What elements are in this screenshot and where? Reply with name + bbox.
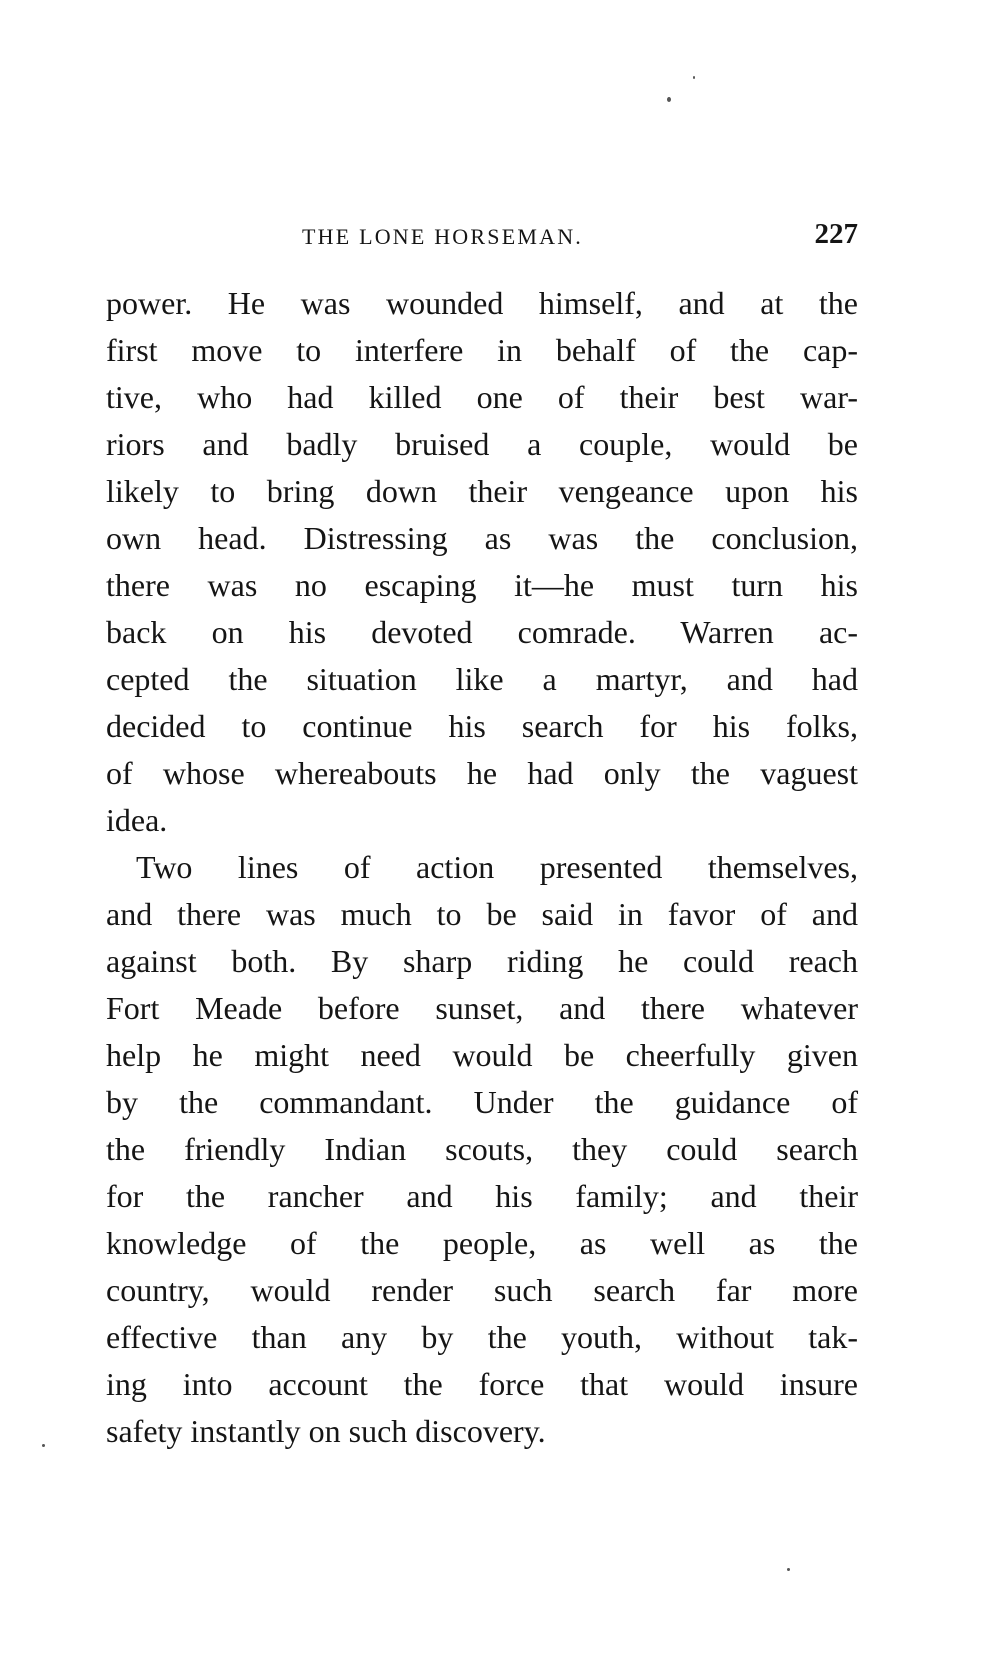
text-line: first move to interfere in behalf of the cap- xyxy=(106,332,858,368)
text-line: by the commandant. Under the guidance of xyxy=(106,1084,858,1120)
body-text xyxy=(106,280,858,1455)
text-line: idea. xyxy=(106,802,168,838)
text-line: Fort Meade before sunset, and there whatever xyxy=(106,990,858,1026)
text-line: of whose whereabouts he had only the vaguest xyxy=(106,755,858,791)
text-line: riors and badly bruised a couple, would be xyxy=(106,426,858,462)
running-title: THE LONE HORSEMAN. xyxy=(302,224,583,249)
text-line: country, would render such search far more xyxy=(106,1272,858,1308)
text-line: knowledge of the people, as well as the xyxy=(106,1225,858,1261)
text-line: ing into account the force that would insure xyxy=(106,1366,858,1402)
text-line: own head. Distressing as was the conclusion, xyxy=(106,520,858,556)
text-line: likely to bring down their vengeance upon his xyxy=(106,473,858,509)
text-line: power. He was wounded himself, and at the xyxy=(106,285,858,321)
text-line: help he might need would be cheerfully given xyxy=(106,1037,858,1073)
text-line: there was no escaping it—he must turn his xyxy=(106,567,858,603)
paragraph xyxy=(106,280,858,844)
paragraph xyxy=(106,844,858,1455)
text-line: the friendly Indian scouts, they could search xyxy=(106,1131,858,1167)
text-line: Two lines of action presented themselves, xyxy=(136,849,858,885)
text-line: against both. By sharp riding he could reach xyxy=(106,943,858,979)
ink-speck xyxy=(693,76,695,79)
text-line: cepted the situation like a martyr, and had xyxy=(106,661,858,697)
text-line: effective than any by the youth, without tak- xyxy=(106,1319,858,1355)
text-line: decided to continue his search for his folks, xyxy=(106,708,858,744)
ink-speck xyxy=(42,1444,45,1447)
page-number: 227 xyxy=(814,218,858,250)
text-line: back on his devoted comrade. Warren ac- xyxy=(106,614,858,650)
text-line: for the rancher and his family; and their xyxy=(106,1178,858,1214)
text-line: safety instantly on such discovery. xyxy=(106,1413,546,1449)
text-line: and there was much to be said in favor of and xyxy=(106,896,858,932)
text-line: tive, who had killed one of their best war- xyxy=(106,379,858,415)
running-header xyxy=(106,220,858,260)
ink-speck xyxy=(667,97,671,102)
ink-speck xyxy=(787,1568,790,1571)
